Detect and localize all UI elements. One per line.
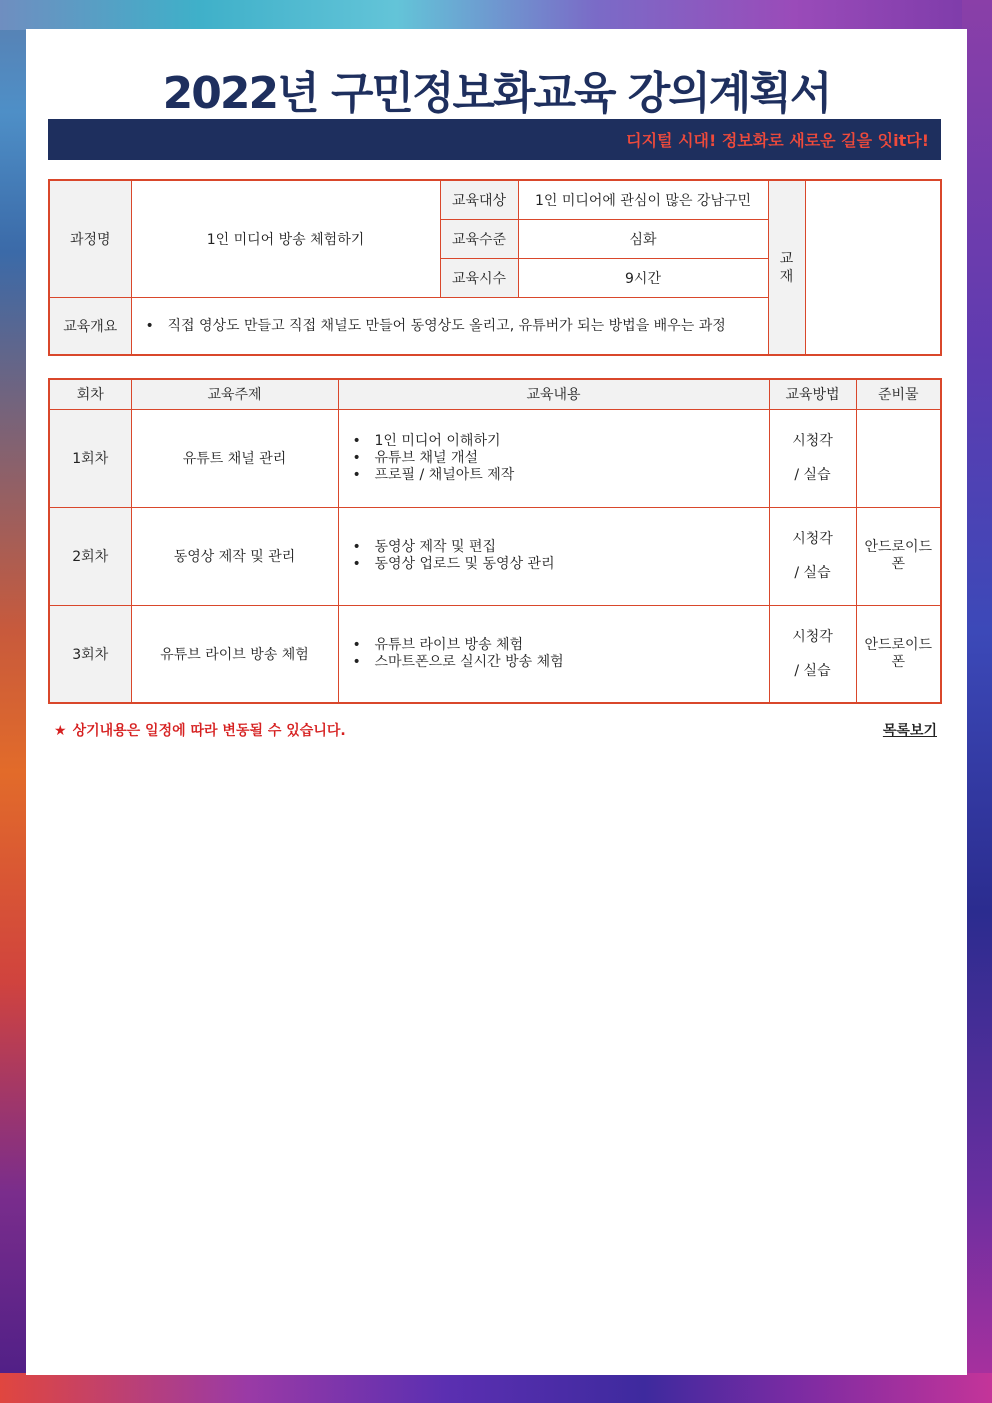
- page-title: 2022년 구민정보화교육 강의계획서: [162, 68, 831, 119]
- topic-cell: 유튜브 라이브 방송 체험: [131, 605, 338, 703]
- slogan-banner: [48, 119, 941, 160]
- header-topic: 교육주제: [131, 379, 338, 409]
- method-line-1: 시청각: [792, 531, 833, 547]
- table-row: [49, 507, 941, 605]
- header-contents: 교육내용: [338, 379, 769, 409]
- schedule-note: [54, 720, 346, 740]
- target-label: 교육대상: [440, 180, 518, 219]
- prep-cell: 안드로이드 폰: [856, 605, 941, 703]
- document-page: [26, 29, 967, 1375]
- level-label: 교육수준: [440, 219, 518, 258]
- schedule-header-row: [49, 379, 941, 409]
- method-cell: [769, 409, 856, 507]
- schedule-table: [48, 378, 942, 704]
- list-item: • 스마트폰으로 실시간 방송 체험: [352, 653, 564, 670]
- method-line-2: / 실습: [794, 467, 831, 483]
- list-item: • 동영상 제작 및 편집: [352, 539, 497, 555]
- bullet-icon: •: [352, 466, 361, 483]
- table-row: [49, 409, 941, 507]
- material-value: [805, 180, 941, 355]
- topic-cell: 동영상 제작 및 관리: [131, 507, 338, 605]
- target-value: 1인 미디어에 관심이 많은 강남구민: [518, 180, 768, 219]
- material-label: 교 재: [768, 180, 805, 355]
- contents-cell: [338, 605, 769, 703]
- header-session: 회차: [49, 379, 131, 409]
- bullet-icon: •: [145, 317, 154, 334]
- contents-cell: [338, 409, 769, 507]
- hours-label: 교육시수: [440, 258, 518, 297]
- note-text: 상기내용은 일정에 따라 변동될 수 있습니다.: [72, 723, 346, 739]
- session-cell: 3회차: [49, 605, 131, 703]
- method-line-1: 시청각: [792, 628, 833, 645]
- method-line-2: / 실습: [794, 662, 831, 679]
- method-cell: [769, 605, 856, 703]
- header-method: 교육방법: [769, 379, 856, 409]
- level-value: 심화: [518, 219, 768, 258]
- overview-text: 직접 영상도 만들고 직접 채널도 만들어 동영상도 올리고, 유튜버가 되는 방법을 배우는 과정: [167, 317, 726, 334]
- frame-top-decoration: [0, 0, 992, 30]
- bullet-icon: •: [352, 556, 361, 572]
- bullet-icon: •: [352, 653, 361, 670]
- list-item: • 유튜브 채널 개설: [352, 449, 479, 466]
- table-row: [49, 605, 941, 703]
- hours-value: 9시간: [518, 258, 768, 297]
- list-item: • 동영상 업로드 및 동영상 관리: [352, 556, 555, 572]
- prep-cell: [856, 409, 941, 507]
- method-line-1: 시청각: [792, 433, 833, 449]
- list-item: • 프로필 / 채널아트 제작: [352, 466, 515, 483]
- star-icon: ★: [54, 723, 67, 739]
- header-prep: 준비물: [856, 379, 941, 409]
- overview-label: 교육개요: [49, 297, 131, 355]
- bullet-icon: •: [352, 432, 361, 449]
- list-item: • 1인 미디어 이해하기: [352, 432, 501, 449]
- method-line-2: / 실습: [794, 565, 831, 581]
- session-cell: 2회차: [49, 507, 131, 605]
- slogan-text: 디지털 시대! 정보화로 새로운 길을 잇it다!: [626, 131, 929, 150]
- course-name: 1인 미디어 방송 체험하기: [131, 180, 440, 297]
- prep-cell: 안드로이드 폰: [856, 507, 941, 605]
- contents-cell: [338, 507, 769, 605]
- bullet-icon: •: [352, 539, 361, 555]
- topic-cell: 유튜트 채널 관리: [131, 409, 338, 507]
- course-info-table: [48, 179, 942, 356]
- bullet-icon: •: [352, 449, 361, 466]
- session-cell: 1회차: [49, 409, 131, 507]
- frame-bottom-decoration: [0, 1373, 992, 1403]
- method-cell: [769, 507, 856, 605]
- bullet-icon: •: [352, 636, 361, 653]
- overview-cell: [131, 297, 768, 355]
- course-name-label: 과정명: [49, 180, 131, 297]
- list-view-link[interactable]: 목록보기: [882, 723, 937, 739]
- list-item: • 유튜브 라이브 방송 체험: [352, 636, 524, 653]
